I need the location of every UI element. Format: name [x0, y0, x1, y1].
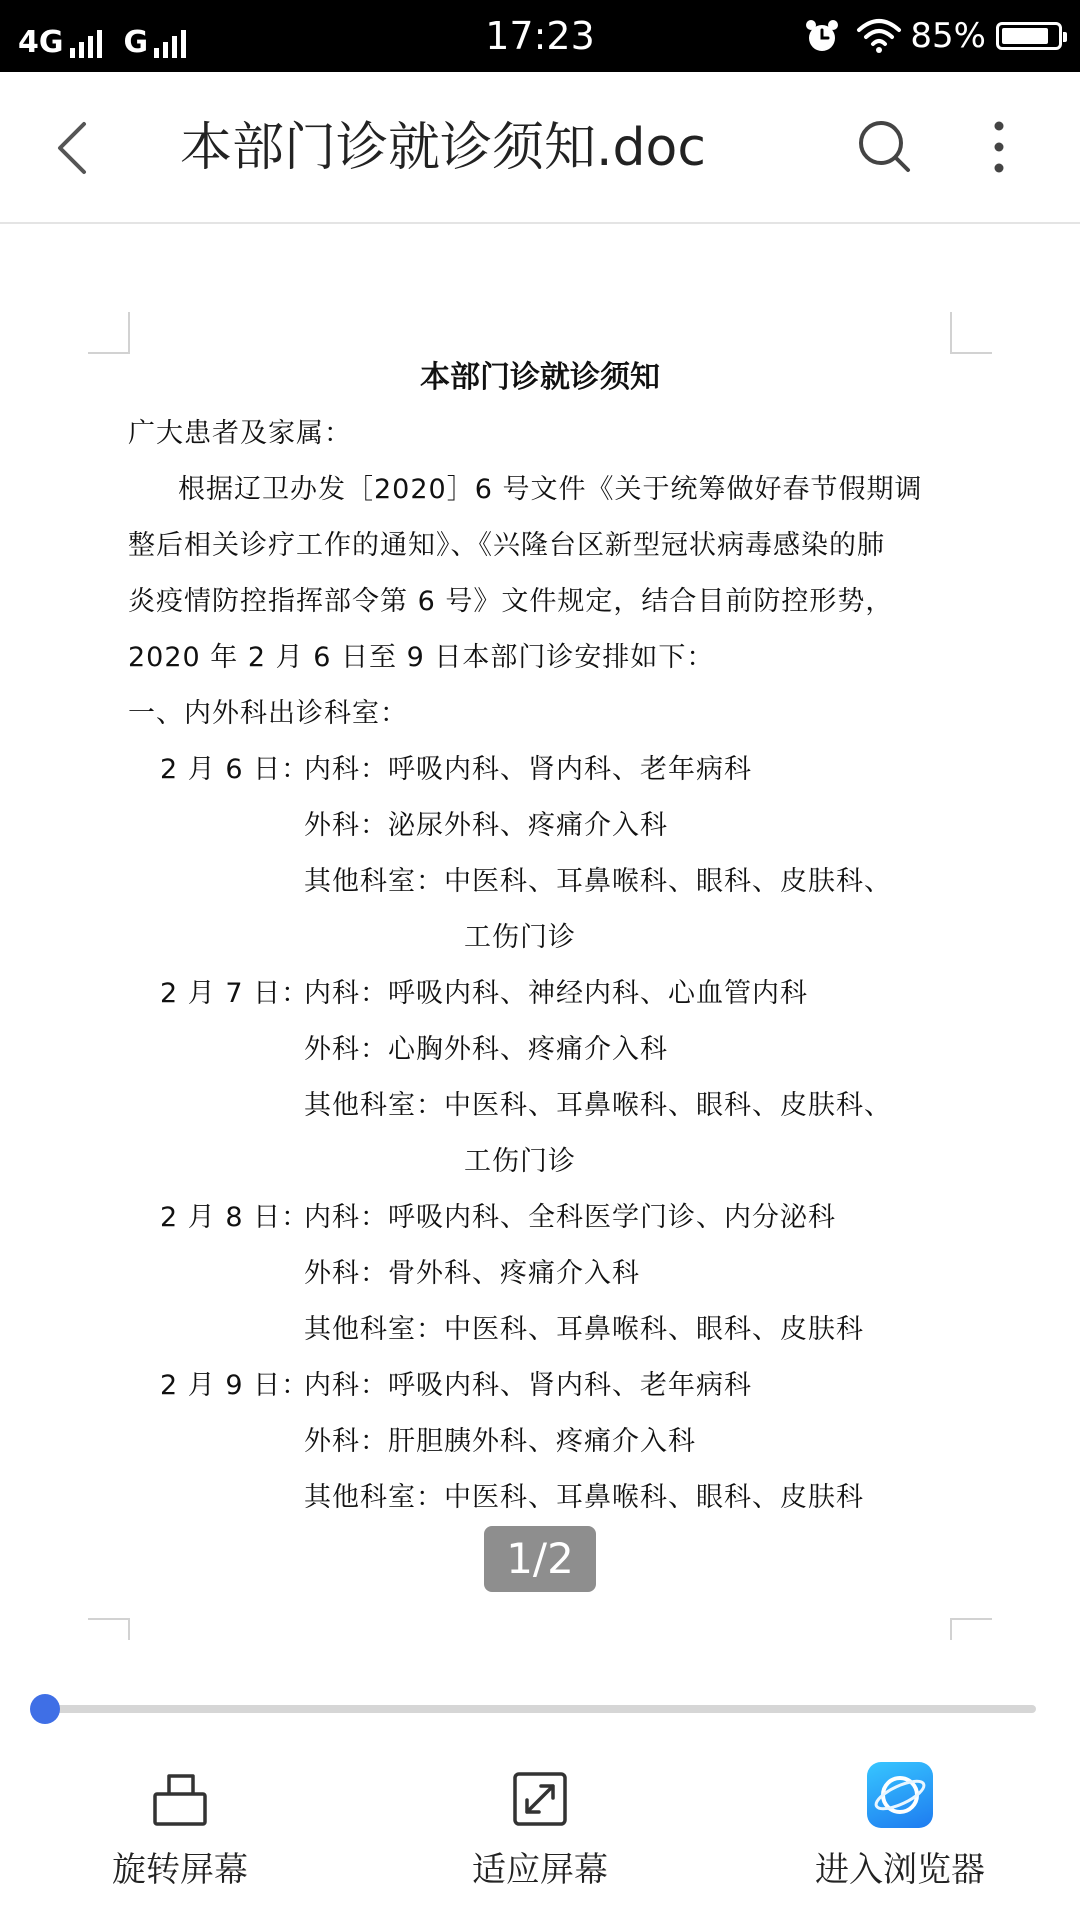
system-indicators	[804, 14, 1062, 58]
page-slider-thumb[interactable]	[30, 1694, 60, 1724]
rotate-screen-label: 旋转屏幕	[112, 1850, 248, 1890]
schedule-internal: 内科：呼吸内科、神经内科、心血管内科	[304, 978, 808, 1009]
crop-mark	[88, 1618, 130, 1640]
page-indicator: 1/2	[484, 1526, 596, 1592]
section-title: 一、内外科出诊科室：	[128, 698, 408, 729]
document-heading: 本部门诊就诊须知	[420, 360, 660, 395]
open-in-browser-button[interactable]	[750, 1768, 1050, 1908]
alarm-icon	[804, 18, 840, 54]
app-header	[0, 72, 1080, 224]
open-in-browser-label: 进入浏览器	[815, 1850, 985, 1890]
more-vertical-icon[interactable]	[976, 114, 1022, 180]
schedule-other: 其他科室：中医科、耳鼻喉科、眼科、皮肤科	[304, 1314, 864, 1345]
schedule-surgery: 外科：泌尿外科、疼痛介入科	[304, 810, 668, 841]
wifi-icon	[856, 18, 902, 54]
schedule-other: 其他科室：中医科、耳鼻喉科、眼科、皮肤科	[304, 1482, 864, 1513]
fit-screen-button[interactable]	[390, 1768, 690, 1908]
clock: 17:23	[485, 14, 595, 58]
schedule-surgery: 外科：心胸外科、疼痛介入科	[304, 1034, 668, 1065]
schedule-other: 其他科室：中医科、耳鼻喉科、眼科、皮肤科、	[304, 866, 892, 897]
fit-screen-label: 适应屏幕	[472, 1850, 608, 1890]
crop-mark	[950, 1618, 992, 1640]
network-type-4g: 4G	[18, 25, 64, 60]
greeting: 广大患者及家属：	[128, 418, 352, 449]
paragraph-line: 炎疫情防控指挥部令第 6 号》文件规定，结合目前防控形势，	[128, 586, 894, 617]
schedule-other: 其他科室：中医科、耳鼻喉科、眼科、皮肤科、	[304, 1090, 892, 1121]
bottom-toolbar	[0, 1640, 1080, 1920]
page-slider-track[interactable]	[46, 1705, 1036, 1713]
document-title: 本部门诊就诊须知.doc	[180, 118, 706, 178]
paragraph-line: 2020 年 2 月 6 日至 9 日本部门诊安排如下：	[128, 642, 715, 673]
crop-mark	[88, 312, 130, 354]
schedule-other-continued: 工伤门诊	[464, 922, 576, 953]
rotate-screen-icon	[149, 1768, 211, 1830]
schedule-date: 2 月 6 日：	[160, 754, 310, 785]
schedule-internal: 内科：呼吸内科、全科医学门诊、内分泌科	[304, 1202, 836, 1233]
browser-icon	[867, 1762, 933, 1828]
rotate-screen-button[interactable]	[30, 1768, 330, 1908]
schedule-date: 2 月 7 日：	[160, 978, 310, 1009]
schedule-surgery: 外科：肝胆胰外科、疼痛介入科	[304, 1426, 696, 1457]
schedule-internal: 内科：呼吸内科、肾内科、老年病科	[304, 1370, 752, 1401]
crop-mark	[950, 312, 992, 354]
schedule-internal: 内科：呼吸内科、肾内科、老年病科	[304, 754, 752, 785]
schedule-date: 2 月 8 日：	[160, 1202, 310, 1233]
schedule-date: 2 月 9 日：	[160, 1370, 310, 1401]
battery-icon	[996, 22, 1062, 50]
document-page	[0, 224, 1080, 1640]
schedule-other-continued: 工伤门诊	[464, 1146, 576, 1177]
document-viewport[interactable]	[0, 224, 1080, 1640]
search-icon[interactable]	[852, 114, 918, 180]
network-type-g: G	[123, 25, 149, 60]
back-arrow-icon[interactable]	[40, 110, 110, 186]
fit-screen-icon	[509, 1768, 571, 1830]
status-bar	[0, 0, 1080, 72]
battery-percent: 85%	[910, 16, 986, 56]
schedule-surgery: 外科：骨外科、疼痛介入科	[304, 1258, 640, 1289]
paragraph-line: 根据辽卫办发［2020］6 号文件《关于统筹做好春节假期调	[178, 474, 923, 505]
paragraph-line: 整后相关诊疗工作的通知》、《兴隆台区新型冠状病毒感染的肺	[128, 530, 885, 561]
